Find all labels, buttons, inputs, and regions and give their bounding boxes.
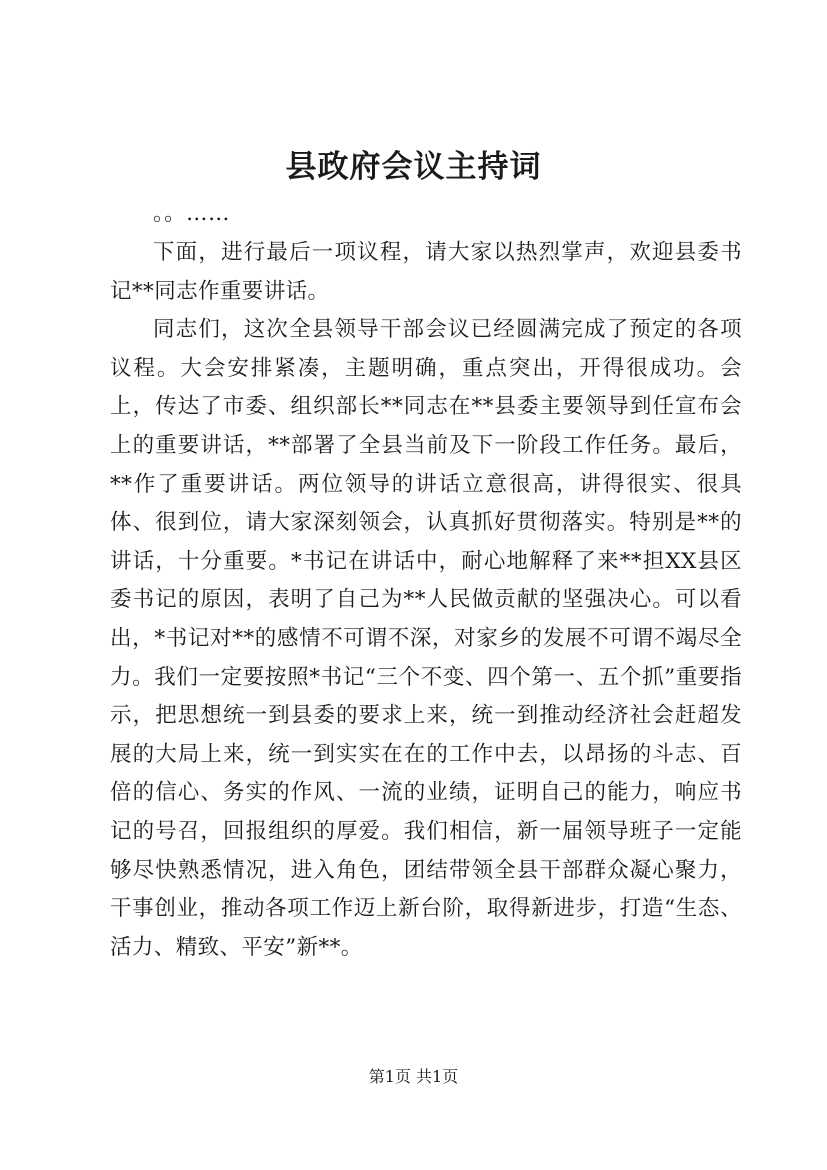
paragraph-announcement: 下面，进行最后一项议程，请大家以热烈掌声，欢迎县委书记**同志作重要讲话。: [110, 240, 742, 304]
page-footer: 第1页 共1页: [368, 1067, 459, 1086]
paragraph-ellipsis: 。。……: [153, 201, 230, 226]
paragraph-closing-remarks: 同志们，这次全县领导干部会议已经圆满完成了预定的各项议程。大会安排紧凑，主题明确，重点突出，开得很成功。会上，传达了市委、组织部长**同志在**县委主要领导到任宣布会上的重要讲话，**部署了全县当前及下一阶段工作任务。最后，**作了重要讲话。两位领导的讲话立意很高，讲得很实、很具体、很到位，请大家深刻领会，认真抓好贯彻落实。特别是**的讲话，十分重要。*书记在讲话中，耐心地解释了来**担XX县区委书记的原因，表明了自己为**人民做贡献的坚强决心。可以看出，*书记对**的感情不可谓不深，对家乡的发展不可谓不竭尽全力。我们一定要按照*书记“三个不变、四个第一、五个抓”重要指示，把思想统一到县委的要求上来，统一到推动经济社会赶超发展的大局上来，统一到实实在在的工作中去，以昂扬的斗志、百倍的信心、务实的作风、一流的业绩，证明自己的能力，响应书记的号召，回报组织的厚爱。我们相信，新一届领导班子一定能够尽快熟悉情况，进入角色，团结带领全县干部群众凝心聚力，干事创业，推动各项工作迈上新台阶，取得新进步，打造“生态、活力、精致、平安”新**。: [110, 317, 742, 960]
document-title: 县政府会议主持词: [285, 149, 542, 185]
document-body: [110, 197, 742, 967]
